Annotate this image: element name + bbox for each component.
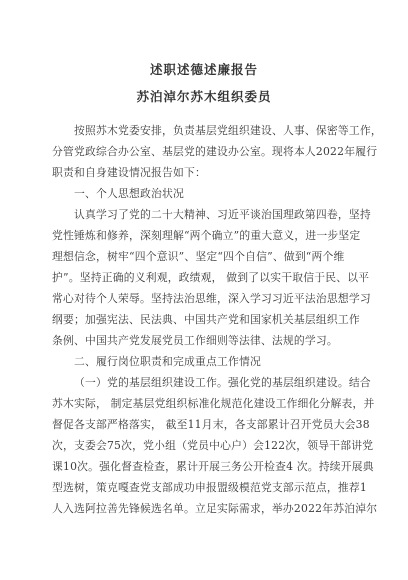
section-heading: 一、个人思想政治状况 [74, 187, 184, 200]
body-line: 人入选阿拉善先锋候选名单。立足实际需求，举办2022年苏泊淖尔 [52, 502, 378, 515]
body-line: 次，支委会75次，党小组（党员中心户）会122次，领导干部讲党 [52, 439, 374, 452]
body-line: 职责和自身建设情况报告如下： [52, 166, 206, 179]
document-subtitle: 苏泊淖尔苏木组织委员 [136, 89, 272, 104]
document-body [52, 120, 382, 519]
body-line: 党性锤炼和修养，深刻理解“两个确立”的重大意义，进一步坚定 [52, 229, 361, 242]
body-line: 条例、中国共产党发展党员工作细则等法律、法规的学习。 [52, 334, 338, 347]
body-line: 分管党政综合办公室、基层党的建设办公室。现将本人2022年履行 [52, 145, 378, 158]
body-line: 常心对待个人荣辱。坚持法治思维，深入学习习近平法治思想学习 [52, 292, 371, 305]
body-line: 课10次。强化督查检查，累计开展三务公开检查4 次。持续开展典 [52, 460, 374, 473]
body-line: 型选树，策克嘎查党支部成功申报盟级模范党支部示范点，推荐1 [52, 481, 367, 494]
body-line: 纲要；加强宪法、民法典、中国共产党和国家机关基层组织工作 [52, 313, 360, 326]
document-title: 述职述德述廉报告 [149, 62, 258, 77]
body-line: 认真学习了党的二十大精神、习近平谈治国理政第四卷，坚持 [74, 208, 371, 221]
body-line: 督促各支部严格落实， 截至11月末，各支部累计召开党员大会38 [52, 418, 370, 431]
body-line: 按照苏木党委安排，负责基层党组织建设、人事、保密等工作， [74, 124, 382, 137]
body-line: 苏木实际， 制定基层党组织标准化规范化建设工作细化分解表，并 [52, 397, 375, 410]
section-heading: 二、履行岗位职责和完成重点工作情况 [74, 355, 261, 368]
body-line: 理想信念，树牢“四个意识”、坚定“四个自信”、做到“两个维 [52, 250, 345, 263]
body-line: （一）党的基层组织建设工作。强化党的基层组织建设。结合 [74, 376, 371, 389]
body-line: 护”。坚持正确的义利观，政绩观， 做到了以实干取信于民、以平 [52, 271, 370, 284]
